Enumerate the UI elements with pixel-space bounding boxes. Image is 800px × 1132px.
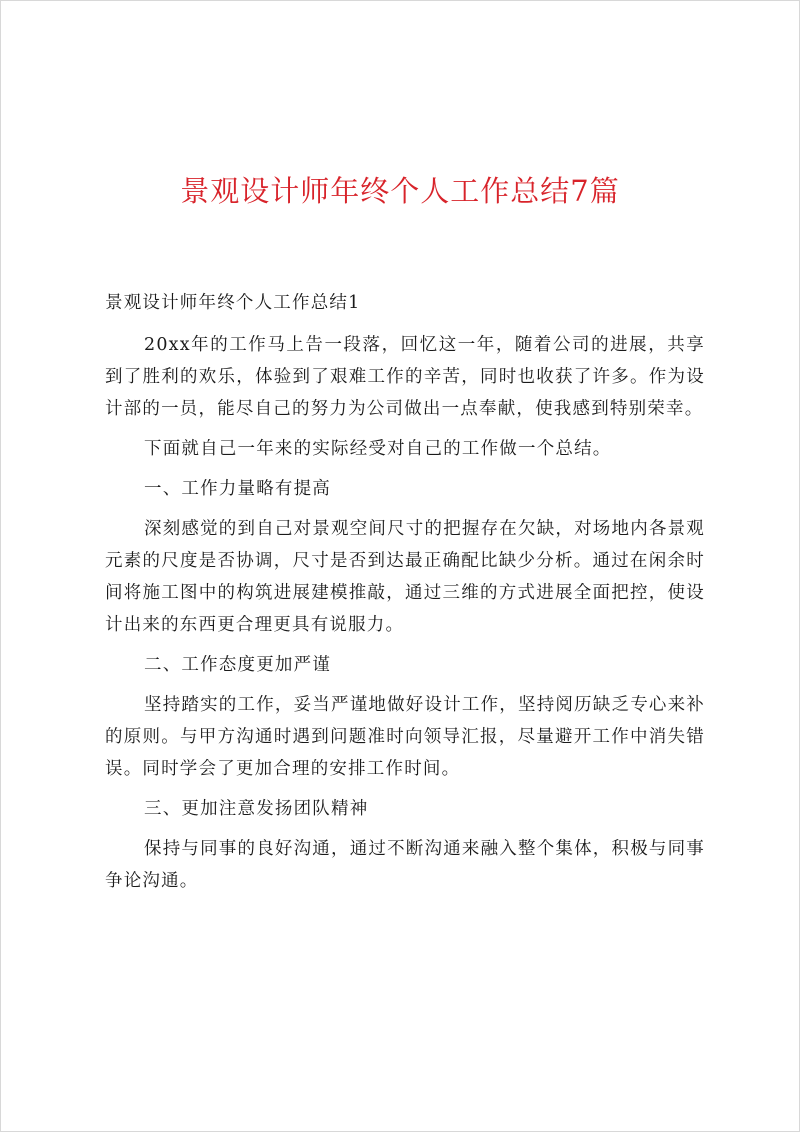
paragraph-teamwork: 保持与同事的良好沟通，通过不断沟通来融入整个集体，积极与同事争论沟通。 [105,839,705,891]
section-subtitle: 景观设计师年终个人工作总结1 [105,293,361,313]
document-body [105,287,705,905]
heading-teamwork: 三、更加注意发扬团队精神 [144,799,369,819]
paragraph-ability: 深刻感觉的到自己对景观空间尺寸的把握存在欠缺，对场地内各景观元素的尺度是否协调，尺寸是否到达最正确配比缺少分析。通过在闲余时间将施工图中的构筑进展建模推敲，通过三维的方式进展全面把控，使设计出来的东西更合理更具有说服力。 [105,519,705,635]
heading-ability: 一、工作力量略有提高 [144,479,331,499]
document-title: 景观设计师年终个人工作总结7篇 [180,174,620,208]
paragraph-intro: 20xx年的工作马上告一段落，回忆这一年，随着公司的进展，共享到了胜利的欢乐，体验到了艰难工作的辛苦，同时也收获了许多。作为设计部的一员，能尽自己的努力为公司做出一点奉献，使我感到特别荣幸。 [105,335,705,419]
heading-attitude: 二、工作态度更加严谨 [144,655,331,675]
paragraph-attitude: 坚持踏实的工作，妥当严谨地做好设计工作，坚持阅历缺乏专心来补的原则。与甲方沟通时遇到问题准时向领导汇报，尽量避开工作中消失错误。同时学会了更加合理的安排工作时间。 [105,695,705,779]
paragraph-summary-lead: 下面就自己一年来的实际经受对自己的工作做一个总结。 [144,439,612,459]
